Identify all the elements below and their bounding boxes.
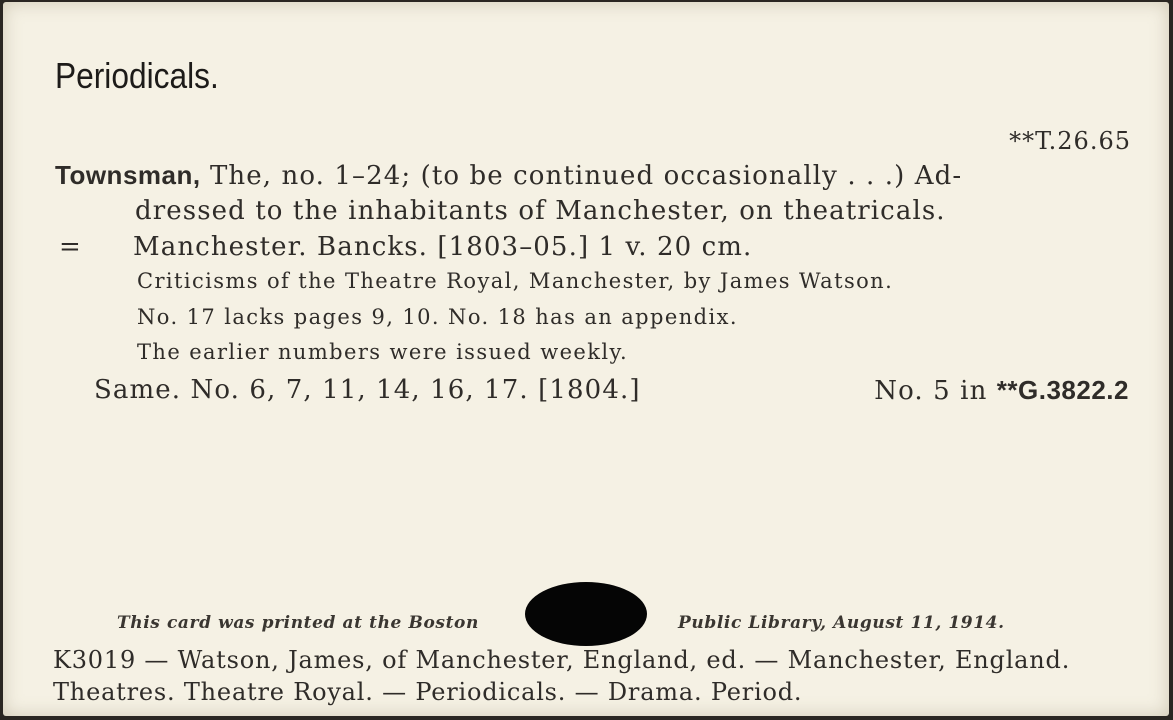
imprint-line: Manchester. Bancks. [1803–05.] 1 v. 20 cm. <box>133 232 753 262</box>
note-line-1: Criticisms of the Theatre Royal, Manchester, by James Watson. <box>137 269 894 293</box>
location-call-number: **G.3822.2 <box>996 375 1129 405</box>
entry-title-start: The, no. 1–24; (to be continued occasionally . . .) Ad- <box>209 161 963 191</box>
printer-note-left: This card was printed at the Boston <box>117 613 479 633</box>
catalog-card <box>3 2 1169 716</box>
tracing-line-1: K3019 — Watson, James, of Manchester, England, ed. — Manchester, England. <box>53 646 1071 674</box>
entry-line-2: dressed to the inhabitants of Manchester, on theatricals. <box>135 196 946 226</box>
location-prefix: No. 5 in <box>874 376 997 406</box>
note-line-3: The earlier numbers were issued weekly. <box>137 340 629 364</box>
call-number: **T.26.65 <box>1009 127 1131 155</box>
ink-blot <box>525 582 647 646</box>
printer-note-right: Public Library, August 11, 1914. <box>678 613 1005 633</box>
entry-line-1 <box>55 160 962 191</box>
tracing-line-2: Theatres. Theatre Royal. — Periodicals. — Drama. Period. <box>53 678 803 706</box>
holdings-same: Same. No. 6, 7, 11, 14, 16, 17. [1804.] <box>94 375 641 405</box>
note-line-2: No. 17 lacks pages 9, 10. No. 18 has an appendix. <box>137 305 738 329</box>
main-heading: Townsman, <box>55 160 201 190</box>
card-heading: Periodicals. <box>55 55 219 96</box>
equals-mark: = <box>59 232 82 262</box>
holdings-location <box>874 375 1129 406</box>
